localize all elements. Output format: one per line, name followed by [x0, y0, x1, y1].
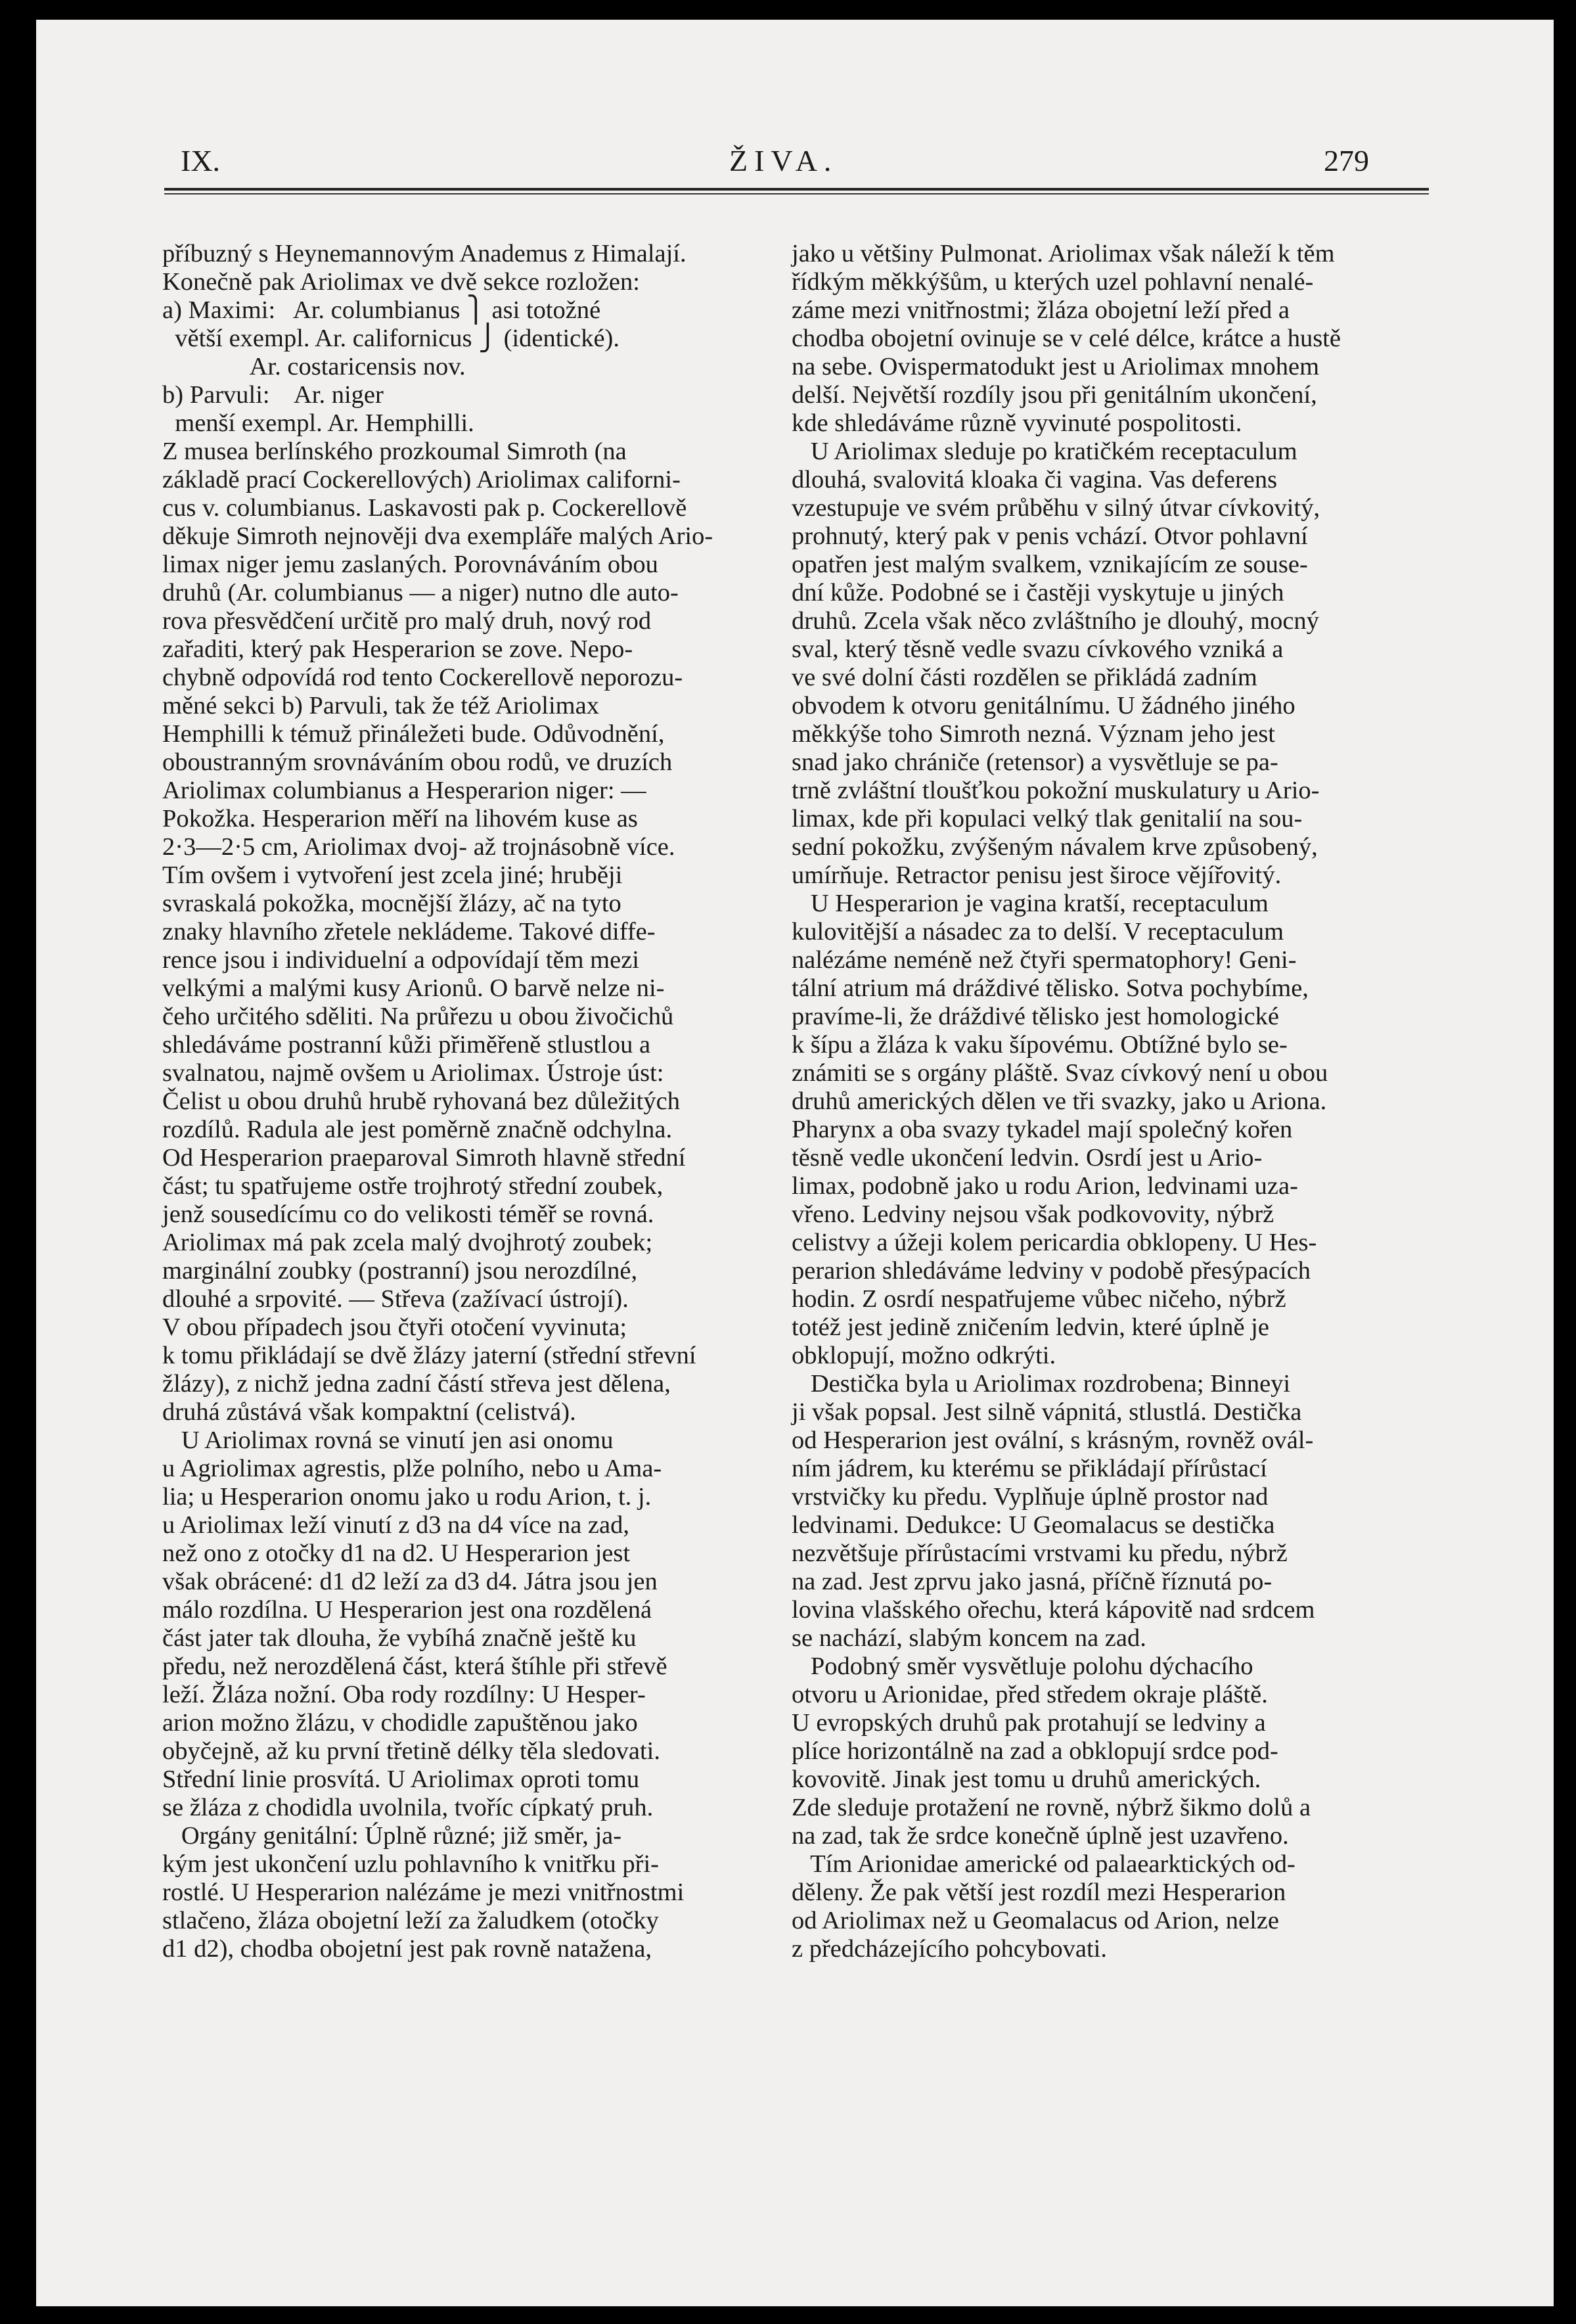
text-line: děleny. Že pak větší jest rozdíl mezi Hesperarion [792, 1879, 1286, 1906]
text-line: Podobný směr vysvětluje polohu dýchacího [792, 1652, 1253, 1680]
text-line: chodba obojetní ovinuje se v celé délce, krátce a hustě [792, 325, 1341, 352]
text-line: ji však popsal. Jest silně vápnitá, stlustlá. Destička [792, 1398, 1302, 1426]
text-line: V obou případech jsou čtyři otočení vyvinuta; [162, 1313, 627, 1341]
text-line: rostlé. U Hesperarion nalézáme je mezi vnitřnostmi [162, 1879, 685, 1906]
text-line: nezvětšuje přírůstacími vrstvami ku předu, nýbrž [792, 1539, 1288, 1567]
text-line: Konečně pak Ariolimax ve dvě sekce rozložen: [162, 268, 640, 296]
text-line: vrstvičky ku předu. Vyplňuje úplně prostor nad [792, 1483, 1269, 1511]
text-line: Zde sleduje protažení ne rovně, nýbrž šikmo dolů a [792, 1794, 1311, 1821]
text-line: b) Parvuli: Ar. niger [162, 381, 384, 409]
text-line: druhů amerických dělen ve tři svazky, jako u Ariona. [792, 1087, 1327, 1115]
text-line: lia; u Hesperarion onomu jako u rodu Arion, t. j. [162, 1483, 652, 1511]
text-line: část jater tak dlouha, že vybíhá značně ještě ku [162, 1624, 637, 1652]
text-line: Ar. costaricensis nov. [162, 353, 466, 380]
text-line: limax, kde při kopulaci velký tlak genitalií na sou- [792, 805, 1303, 832]
text-line: sední pokožku, zvýšeným návalem krve způsobený, [792, 833, 1318, 861]
text-line: umírňuje. Retractor penisu jest široce vějířovitý. [792, 861, 1282, 889]
text-line: známiti se s orgány pláště. Svaz cívkový není u obou [792, 1059, 1328, 1087]
text-line: od Hesperarion jest ovální, s krásným, rovněž ovál- [792, 1426, 1314, 1454]
text-line: 2·3—2·5 cm, Ariolimax dvoj- až trojnásobně více. [162, 833, 675, 861]
text-line: shledáváme postranní kůži přiměřeně stlustlou a [162, 1031, 651, 1059]
volume-number: IX. [181, 144, 221, 177]
text-line: menší exempl. Ar. Hemphilli. [162, 409, 474, 437]
text-line: ním jádrem, ku kterému se přikládají přírůstací [792, 1455, 1267, 1482]
text-line: Pokožka. Hesperarion měří na lihovém kuse as [162, 805, 638, 832]
text-line: od Ariolimax než u Geomalacus od Arion, nelze [792, 1907, 1279, 1934]
text-line: ve své dolní části rozdělen se přikládá zadním [792, 664, 1257, 691]
text-line: málo rozdílna. U Hesperarion jest ona rozdělená [162, 1596, 652, 1624]
text-line: znaky hlavního zřetele nekládeme. Takové diffe- [162, 918, 656, 946]
text-line: oboustranným srovnáváním obou rodů, ve druzích [162, 748, 673, 776]
text-line: jako u většiny Pulmonat. Ariolimax však náleží k těm [792, 240, 1335, 267]
text-line: U Hesperarion je vagina kratší, receptaculum [792, 890, 1269, 917]
text-line: pravíme-li, že dráždivé tělisko jest homologické [792, 1003, 1279, 1030]
text-line: Ariolimax columbianus a Hesperarion niger: — [162, 777, 646, 804]
text-line: U Ariolimax sleduje po kratičkém receptaculum [792, 438, 1297, 465]
text-line: opatřen jest malým svalkem, vznikajícím ze souse- [792, 551, 1308, 578]
text-line: než ono z otočky d1 na d2. U Hesperarion jest [162, 1539, 631, 1567]
text-line: část; tu spatřujeme ostře trojhrotý střední zoubek, [162, 1172, 664, 1200]
page [36, 20, 1554, 2306]
text-line: delší. Největší rozdíly jsou při genitálním ukončení, [792, 381, 1317, 409]
text-line: d1 d2), chodba obojetní jest pak rovně natažena, [162, 1935, 652, 1963]
text-line: Destička byla u Ariolimax rozdrobena; Binneyi [792, 1370, 1291, 1398]
journal-title: ŽIVA. [729, 144, 838, 177]
text-line: sval, který těsně vedle svazu cívkového vzniká a [792, 635, 1284, 663]
text-line: příbuzný s Heynemannovým Anademus z Himalají. [162, 240, 687, 267]
text-line: u Ariolimax leží vinutí z d3 na d4 více na zad, [162, 1511, 629, 1539]
text-line: měné sekci b) Parvuli, tak že též Ariolimax [162, 692, 599, 719]
text-line: Tím ovšem i vytvoření jest zcela jiné; hruběji [162, 861, 623, 889]
text-line: obvodem k otvoru genitálnímu. U žádného jiného [792, 692, 1295, 719]
text-line: Čelist u obou druhů hrubě ryhovaná bez důležitých [162, 1087, 680, 1115]
text-line: chybně odpovídá rod tento Cockerellově neporozu- [162, 664, 683, 691]
text-line: čeho určitého sděliti. Na průřezu u obou živočichů [162, 1003, 674, 1030]
text-line: děkuje Simroth nejnověji dva exempláře malých Ario- [162, 522, 713, 550]
text-line: limax niger jemu zaslaných. Porovnáváním obou [162, 551, 658, 578]
text-line: obklopují, možno odkrýti. [792, 1342, 1056, 1369]
text-line: Tím Arionidae americké od palaearktických od- [792, 1850, 1295, 1878]
text-line: ledvinami. Dedukce: U Geomalacus se destička [792, 1511, 1275, 1539]
text-line: U Ariolimax rovná se vinutí jen asi onomu [162, 1426, 614, 1454]
text-line: předu, než nerozdělená část, která štíhle při střevě [162, 1652, 667, 1680]
text-line: Střední linie prosvítá. U Ariolimax oproti tomu [162, 1766, 640, 1793]
text-line: kým jest ukončení uzlu pohlavního k vnitřku při- [162, 1850, 659, 1878]
text-line: arion možno žlázu, v chodidle zapuštěnou jako [162, 1709, 638, 1737]
header-rule-thin [164, 193, 1429, 194]
text-line: U evropských druhů pak protahují se ledviny a [792, 1709, 1266, 1737]
text-line: kde shledáváme různě vyvinuté pospolitosti. [792, 409, 1242, 437]
text-line: hodin. Z osrdí nespatřujeme vůbec ničeho, nýbrž [792, 1285, 1286, 1313]
text-line: dní kůže. Podobné se i častěji vyskytuje u jiných [792, 579, 1284, 606]
text-line: tální atrium má dráždivé tělisko. Sotva pochybíme, [792, 974, 1309, 1002]
text-line: svraskalá pokožka, mocnější žlázy, ač na tyto [162, 890, 621, 917]
text-line: se nachází, slabým koncem na zad. [792, 1624, 1146, 1652]
text-line: a) Maximi: Ar. columbianus ⎫ asi totožné [162, 296, 601, 324]
text-line: měkkýše toho Simroth nezná. Význam jeho jest [792, 720, 1275, 748]
text-line: u Agriolimax agrestis, plže polního, nebo u Ama- [162, 1455, 662, 1482]
text-line: základě prací Cockerellových) Ariolimax californi- [162, 466, 681, 493]
text-line: Ariolimax má pak zcela malý dvojhrotý zoubek; [162, 1229, 653, 1256]
text-line: stlačeno, žláza obojetní leží za žaludkem (otočky [162, 1907, 659, 1934]
text-line: kovovitě. Jinak jest tomu u druhů amerických. [792, 1766, 1261, 1793]
text-line: z předcházejícího pohcybovati. [792, 1935, 1107, 1963]
text-line: k šípu a žláza k vaku šípovému. Obtížné bylo se- [792, 1031, 1288, 1059]
text-line: Od Hesperarion praeparoval Simroth hlavně střední [162, 1144, 686, 1172]
page-number: 279 [1324, 144, 1369, 177]
text-line: záme mezi vnitřnostmi; žláza obojetní leží před a [792, 296, 1290, 324]
text-line: otvoru u Arionidae, před středem okraje pláště. [792, 1681, 1268, 1708]
text-line: velkými a malými kusy Arionů. O barvě nelze ni- [162, 974, 665, 1002]
text-line: na sebe. Ovispermatodukt jest u Ariolimax mnohem [792, 353, 1320, 380]
text-line: prohnutý, který pak v penis vchází. Otvor pohlavní [792, 522, 1308, 550]
text-line: vzestupuje ve svém průběhu v silný útvar cívkovitý, [792, 494, 1320, 522]
left-column [162, 240, 754, 1963]
text-line: totéž jest jedině zničením ledvin, které úplně je [792, 1313, 1269, 1341]
text-line: druhů (Ar. columbianus — a niger) nutno dle auto- [162, 579, 679, 606]
text-line: rence jsou i individuelní a odpovídají těm mezi [162, 946, 639, 974]
text-line: kulovitější a násadec za to delší. V receptaculum [792, 918, 1284, 946]
text-line: svalnatou, najmě ovšem u Ariolimax. Ústroje úst: [162, 1059, 664, 1087]
text-line: na zad. Jest zprvu jako jasná, příčně říznutá po- [792, 1568, 1272, 1595]
text-line: jenž sousedícímu co do velikosti téměř se rovná. [162, 1200, 654, 1228]
text-line: Pharynx a oba svazy tykadel mají společný kořen [792, 1116, 1293, 1143]
text-line: marginální zoubky (postranní) jsou nerozdílné, [162, 1257, 638, 1285]
text-line: leží. Žláza nožní. Oba rody rozdílny: U Hesper- [162, 1681, 646, 1708]
text-line: Orgány genitální: Úplně různé; již směr, ja- [162, 1822, 622, 1850]
text-line: druhů. Zcela však něco zvláštního je dlouhý, mocný [792, 607, 1319, 635]
text-line: perarion shledáváme ledviny v podobě přesýpacích [792, 1257, 1311, 1285]
text-line: rova přesvědčení určitě pro malý druh, nový rod [162, 607, 652, 635]
text-line: vřeno. Ledviny nejsou však podkovovity, nýbrž [792, 1200, 1274, 1228]
text-line: plíce horizontálně na zad a obklopují srdce pod- [792, 1737, 1278, 1765]
text-line: řídkým měkkýšům, u kterých uzel pohlavní nenalé- [792, 268, 1314, 296]
text-line: trně zvláštní tloušťkou pokožní muskulatury u Ario- [792, 777, 1320, 804]
text-line: nalézáme neméně než čtyři spermatophory! Geni- [792, 946, 1297, 974]
text-line: obyčejně, až ku první třetině délky těla sledovati. [162, 1737, 660, 1765]
text-line: však obrácené: d1 d2 leží za d3 d4. Játra jsou jen [162, 1568, 658, 1595]
text-line: lovina vlašského ořechu, která kápovitě nad srdcem [792, 1596, 1315, 1624]
text-line: snad jako chrániče (retensor) a vysvětluje se pa- [792, 748, 1278, 776]
text-line: dlouhá, svalovitá kloaka či vagina. Vas deferens [792, 466, 1278, 493]
text-line: dlouhé a srpovité. — Střeva (zažívací ústrojí). [162, 1285, 629, 1313]
text-line: zařaditi, který pak Hesperarion se zove. Nepo- [162, 635, 633, 663]
text-line: rozdílů. Radula ale jest poměrně značně odchylna. [162, 1116, 673, 1143]
text-line: Z musea berlínského prozkoumal Simroth (na [162, 438, 627, 465]
text-line: žlázy), z nichž jedna zadní částí střeva jest dělena, [162, 1370, 671, 1398]
text-line: větší exempl. Ar. californicus ⎭ (identické). [162, 325, 620, 352]
text-line: těsně vedle ukončení ledvin. Osrdí jest u Ario- [792, 1144, 1263, 1172]
text-line: na zad, tak že srdce konečně úplně jest uzavřeno. [792, 1822, 1289, 1850]
text-line: se žláza z chodidla uvolnila, tvoříc cípkatý pruh. [162, 1794, 654, 1821]
text-line: druhá zůstává však kompaktní (celistvá). [162, 1398, 576, 1426]
text-line: k tomu přikládají se dvě žlázy jaterní (střední střevní [162, 1342, 696, 1369]
text-line: celistvy a úžeji kolem pericardia obklopeny. U Hes- [792, 1229, 1317, 1256]
text-line: cus v. columbianus. Laskavosti pak p. Cockerellově [162, 494, 687, 522]
text-line: limax, podobně jako u rodu Arion, ledvinami uza- [792, 1172, 1298, 1200]
text-line: Hemphilli k témuž přináležeti bude. Odůvodnění, [162, 720, 665, 748]
right-column [792, 240, 1403, 1963]
header-rule [164, 188, 1429, 191]
